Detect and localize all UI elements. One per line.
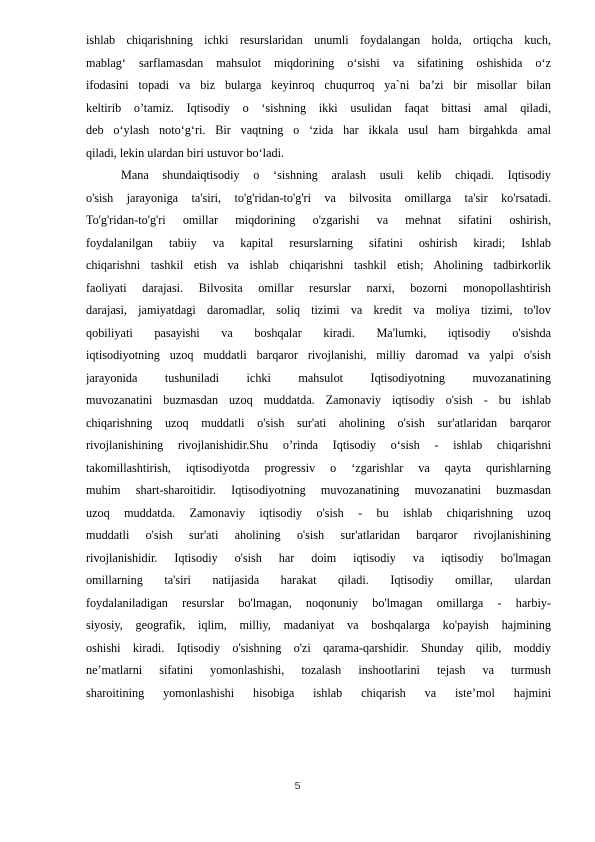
text-line: ne’matlarni sifatini yomonlashishi, tozalash inshootlarini tejash va turmush — [86, 663, 551, 677]
text-line: qobiliyati pasayishi va boshqalar kiradi. Ma'lumki, iqtisodiy o'sishda — [86, 325, 551, 340]
text-line: iqtisodiyotning uzoq muddatli barqaror rivojlanishi, milliy daromad va yalpi o'sish — [86, 348, 551, 362]
text-line: To'g'ridan-to'g'ri omillar miqdorining o'zgarishi va mehnat sifatini oshirish, — [86, 213, 551, 227]
text-line: mablag‘ sarflamasdan mahsulot miqdorining o‘sishi va sifatining oshishida o‘z — [86, 55, 551, 70]
text-line: foydalanilgan tabiiy va kapital resurslarning sifatini oshirish kiradi; Ishlab — [86, 235, 551, 250]
text-line: foydalaniladigan resurslar bo'lmagan, noqonuniy bo'lmagan omillarga - harbiy- — [86, 595, 551, 610]
text-line: muvozanatini buzmasdan uzoq muddatda. Zamonaviy iqtisodiy o'sish - bu ishlab — [86, 393, 551, 407]
text-line: jarayonida tushuniladi ichki mahsulot Iqtisodiyotning muvozanatining — [86, 370, 551, 385]
text-line: ifodasini topadi va biz bularga keyinroq chuqurroq ya`ni ba’zi bir misollar bilan — [86, 78, 551, 92]
text-line: oshishi kiradi. Iqtisodiy o'sishning o'zi qarama-qarshidir. Shunday qilib, moddiy — [86, 640, 551, 655]
text-line: rivojlanishining rivojlanishidir.Shu o’rinda Iqtisodiy o‘sish - ishlab chiqarishni — [86, 438, 551, 452]
text-line: deb o‘ylash noto‘g‘ri. Bir vaqtning o ‘zida har ikkala usul ham birgahkda amal — [86, 123, 551, 137]
text-line: o'sish jarayoniga ta'siri, to'g'ridan-to'g'ri va bilvosita omillarga ta'sir ko'rsatadi. — [86, 190, 551, 205]
page-number: 5 — [294, 780, 301, 792]
paragraph-first-line: Mana shundaiqtisodiy o ‘sishning aralash usuli kelib chiqadi. Iqtisodiy — [121, 168, 551, 182]
body-text — [86, 29, 551, 704]
text-line: muddatli o'sish sur'ati aholining o'sish sur'atlaridan barqaror rivojlanishining — [86, 528, 551, 542]
text-line: uzoq muddatda. Zamonaviy iqtisodiy o'sish - bu ishlab chiqarishning uzoq — [86, 505, 551, 520]
text-line: faoliyati darajasi. Bilvosita omillar resurslar narxi, bozorni monopollashtirish — [86, 280, 551, 295]
text-line: muhim shart-sharoitidir. Iqtisodiyotning muvozanatining muvozanatini buzmasdan — [86, 483, 551, 497]
text-line: qiladi, lekin ulardan biri ustuvor bo‘ladi. — [86, 145, 285, 160]
text-line: omillarning ta'siri natijasida harakat qiladi. Iqtisodiy omillar, ulardan — [86, 573, 551, 587]
text-line: darajasi, jamiyatdagi daromadlar, soliq tizimi va kredit va moliya tizimi, to'lov — [86, 303, 551, 317]
text-line: siyosiy, geografik, iqlim, milliy, madaniyat va boshqalarga ko'payish hajmining — [86, 618, 551, 632]
text-line: chiqarishni tashkil etish va ishlab chiqarishni tashkil etish; Aholining tadbirkorlik — [86, 258, 551, 272]
text-line: keltirib o’tamiz. Iqtisodiy o ‘sishning ikki usulidan faqat bittasi amal qiladi, — [86, 100, 551, 115]
text-line: takomillashtirish, iqtisodiyotda progressiv o ‘zgarishlar va qayta qurishlarning — [86, 460, 551, 475]
text-line: rivojlanishidir. Iqtisodiy o'sish har doim iqtisodiy va iqtisodiy bo'lmagan — [86, 550, 551, 565]
text-line: sharoitining yomonlashishi hisobiga ishlab chiqarish va iste’mol hajmini — [86, 685, 551, 700]
text-line: ishlab chiqarishning ichki resurslaridan unumli foydalangan holda, ortiqcha kuch, — [86, 33, 551, 47]
text-line: chiqarishning uzoq muddatli o'sish sur'ati aholining o'sish sur'atlaridan barqaror — [86, 415, 551, 430]
